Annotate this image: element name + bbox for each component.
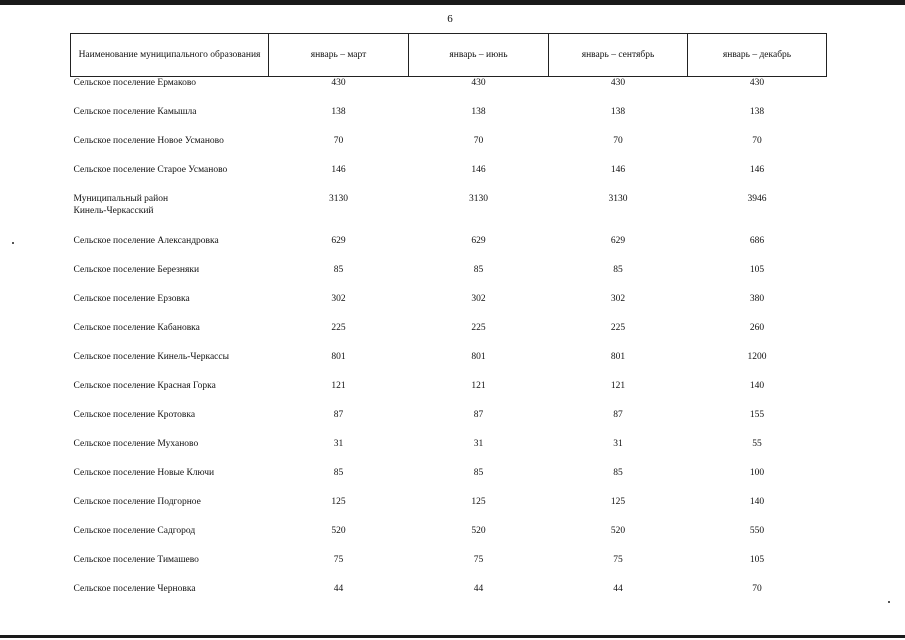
table-row [71, 583, 827, 612]
row-name: Сельское поселение Ермаково [73, 78, 197, 88]
row-value-jan-dec: 686 [749, 236, 765, 246]
row-name: Сельское поселение Новые Ключи [73, 468, 215, 478]
row-value-jan-sep: 801 [610, 352, 626, 362]
row-value-jan-dec: 1200 [747, 352, 767, 362]
row-value-jan-mar: 146 [331, 165, 346, 175]
row-name: Сельское поселение Старое Усманово [73, 165, 228, 175]
table-row [71, 293, 827, 322]
row-value-jan-sep: 138 [610, 107, 626, 117]
row-value-jan-sep: 225 [610, 323, 626, 333]
header-jan-jun: январь – июнь [409, 34, 549, 77]
row-value-jan-mar: 125 [331, 497, 346, 507]
row-value-jan-dec: 140 [749, 497, 765, 507]
row-value-jan-sep: 85 [613, 468, 623, 478]
district-name-line2: Кинель-Черкасский [73, 206, 154, 217]
row-value-jan-dec: 140 [749, 381, 765, 391]
row-name: Сельское поселение Муханово [73, 439, 199, 449]
row-value-jan-sep: 87 [613, 410, 623, 420]
row-value-jan-sep: 146 [610, 165, 626, 175]
row-value-jan-jun: 801 [471, 352, 486, 362]
row-value-jan-mar: 31 [333, 439, 344, 449]
district-name-line1: Муниципальный район [73, 194, 169, 204]
row-name: Сельское поселение Березняки [73, 265, 200, 275]
table-row [71, 135, 827, 164]
row-value-jan-jun: 75 [473, 555, 484, 565]
row-value-jan-dec: 55 [752, 439, 762, 449]
table-row [71, 467, 827, 496]
table-row [71, 264, 827, 293]
row-value-jan-mar: 302 [331, 294, 346, 304]
row-value-jan-dec: 70 [752, 584, 762, 594]
row-value-jan-sep: 125 [610, 497, 626, 507]
row-value-jan-mar: 520 [331, 526, 346, 536]
scan-speck [12, 242, 14, 244]
scan-bottom-edge [0, 635, 905, 638]
row-value-jan-jun: 87 [473, 410, 484, 420]
row-value-jan-dec: 430 [749, 78, 765, 88]
row-value-jan-sep: 31 [613, 439, 623, 449]
row-value-jan-jun: 3130 [469, 194, 488, 204]
row-value-jan-mar: 121 [331, 381, 346, 391]
row-value-jan-jun: 629 [471, 236, 486, 246]
row-value-jan-sep: 629 [610, 236, 626, 246]
row-value-jan-mar: 85 [333, 468, 344, 478]
row-value-jan-sep: 70 [613, 136, 623, 146]
row-name: Сельское поселение Новое Усманово [73, 136, 224, 146]
row-value-jan-jun: 225 [471, 323, 486, 333]
row-value-jan-dec: 380 [749, 294, 765, 304]
row-name: Сельское поселение Красная Горка [73, 381, 216, 391]
row-value-jan-mar: 44 [333, 584, 344, 594]
row-value-jan-jun: 125 [471, 497, 486, 507]
row-value-jan-mar: 3130 [329, 194, 348, 204]
table-row [71, 409, 827, 438]
table-row [71, 322, 827, 351]
header-jan-mar: январь – март [269, 34, 409, 77]
header-jan-sep: январь – сентябрь [549, 34, 688, 77]
row-name: Сельское поселение Камышла [73, 107, 197, 117]
row-value-jan-jun: 121 [471, 381, 486, 391]
row-value-jan-jun: 85 [473, 468, 484, 478]
row-name: Сельское поселение Александровка [73, 236, 219, 246]
row-value-jan-dec: 105 [749, 265, 765, 275]
row-value-jan-dec: 105 [749, 555, 765, 565]
row-name: Сельское поселение Кинель-Черкассы [73, 352, 229, 362]
page-number: 6 [447, 13, 453, 25]
table-row [71, 106, 827, 135]
row-value-jan-dec: 550 [749, 526, 765, 536]
row-value-jan-jun: 520 [471, 526, 486, 536]
table-row [71, 438, 827, 467]
row-name [71, 193, 269, 235]
row-value-jan-sep: 121 [610, 381, 626, 391]
row-value-jan-jun: 146 [471, 165, 486, 175]
row-value-jan-dec: 100 [749, 468, 765, 478]
scan-speck [888, 601, 890, 603]
table-row [71, 235, 827, 264]
row-value-jan-sep: 520 [610, 526, 626, 536]
row-value-jan-dec: 146 [749, 165, 765, 175]
row-value-jan-sep: 44 [613, 584, 623, 594]
row-name: Сельское поселение Тимашево [73, 555, 199, 565]
row-value-jan-jun: 70 [473, 136, 484, 146]
row-value-jan-sep: 430 [610, 78, 626, 88]
row-value-jan-mar: 85 [333, 265, 344, 275]
row-value-jan-dec: 70 [752, 136, 762, 146]
table-row [71, 554, 827, 583]
row-value-jan-sep: 85 [613, 265, 623, 275]
table-row-district [71, 193, 827, 235]
row-value-jan-dec: 3946 [747, 194, 767, 204]
row-value-jan-jun: 44 [473, 584, 484, 594]
row-name: Сельское поселение Садгород [73, 526, 196, 536]
row-value-jan-mar: 430 [331, 78, 346, 88]
header-municipality: Наименование муниципального образования [71, 34, 269, 77]
row-name: Сельское поселение Черновка [73, 584, 196, 594]
row-value-jan-sep: 75 [613, 555, 623, 565]
row-name: Сельское поселение Ерзовка [73, 294, 190, 304]
row-value-jan-jun: 430 [471, 78, 486, 88]
municipal-data-table [70, 33, 827, 612]
row-value-jan-mar: 75 [333, 555, 344, 565]
table-header-row [71, 34, 827, 77]
table-row [71, 351, 827, 380]
row-value-jan-mar: 629 [331, 236, 346, 246]
row-value-jan-mar: 70 [333, 136, 344, 146]
row-value-jan-jun: 85 [473, 265, 484, 275]
table-row [71, 496, 827, 525]
row-value-jan-jun: 302 [471, 294, 486, 304]
row-value-jan-sep: 302 [610, 294, 626, 304]
row-value-jan-dec: 260 [749, 323, 765, 333]
table-row [71, 164, 827, 193]
row-value-jan-dec: 155 [749, 410, 765, 420]
row-name: Сельское поселение Подгорное [73, 497, 201, 507]
row-value-jan-mar: 225 [331, 323, 346, 333]
table-row [71, 77, 827, 107]
scan-top-edge [0, 0, 905, 5]
row-value-jan-dec: 138 [749, 107, 765, 117]
row-value-jan-mar: 87 [333, 410, 344, 420]
row-value-jan-mar: 138 [331, 107, 346, 117]
row-value-jan-sep: 3130 [608, 194, 628, 204]
row-name: Сельское поселение Кабановка [73, 323, 200, 333]
table-row [71, 525, 827, 554]
row-value-jan-mar: 801 [331, 352, 346, 362]
row-name: Сельское поселение Кротовка [73, 410, 196, 420]
row-value-jan-jun: 31 [473, 439, 484, 449]
table-row [71, 380, 827, 409]
row-value-jan-jun: 138 [471, 107, 486, 117]
header-jan-dec: январь – декабрь [688, 34, 827, 77]
